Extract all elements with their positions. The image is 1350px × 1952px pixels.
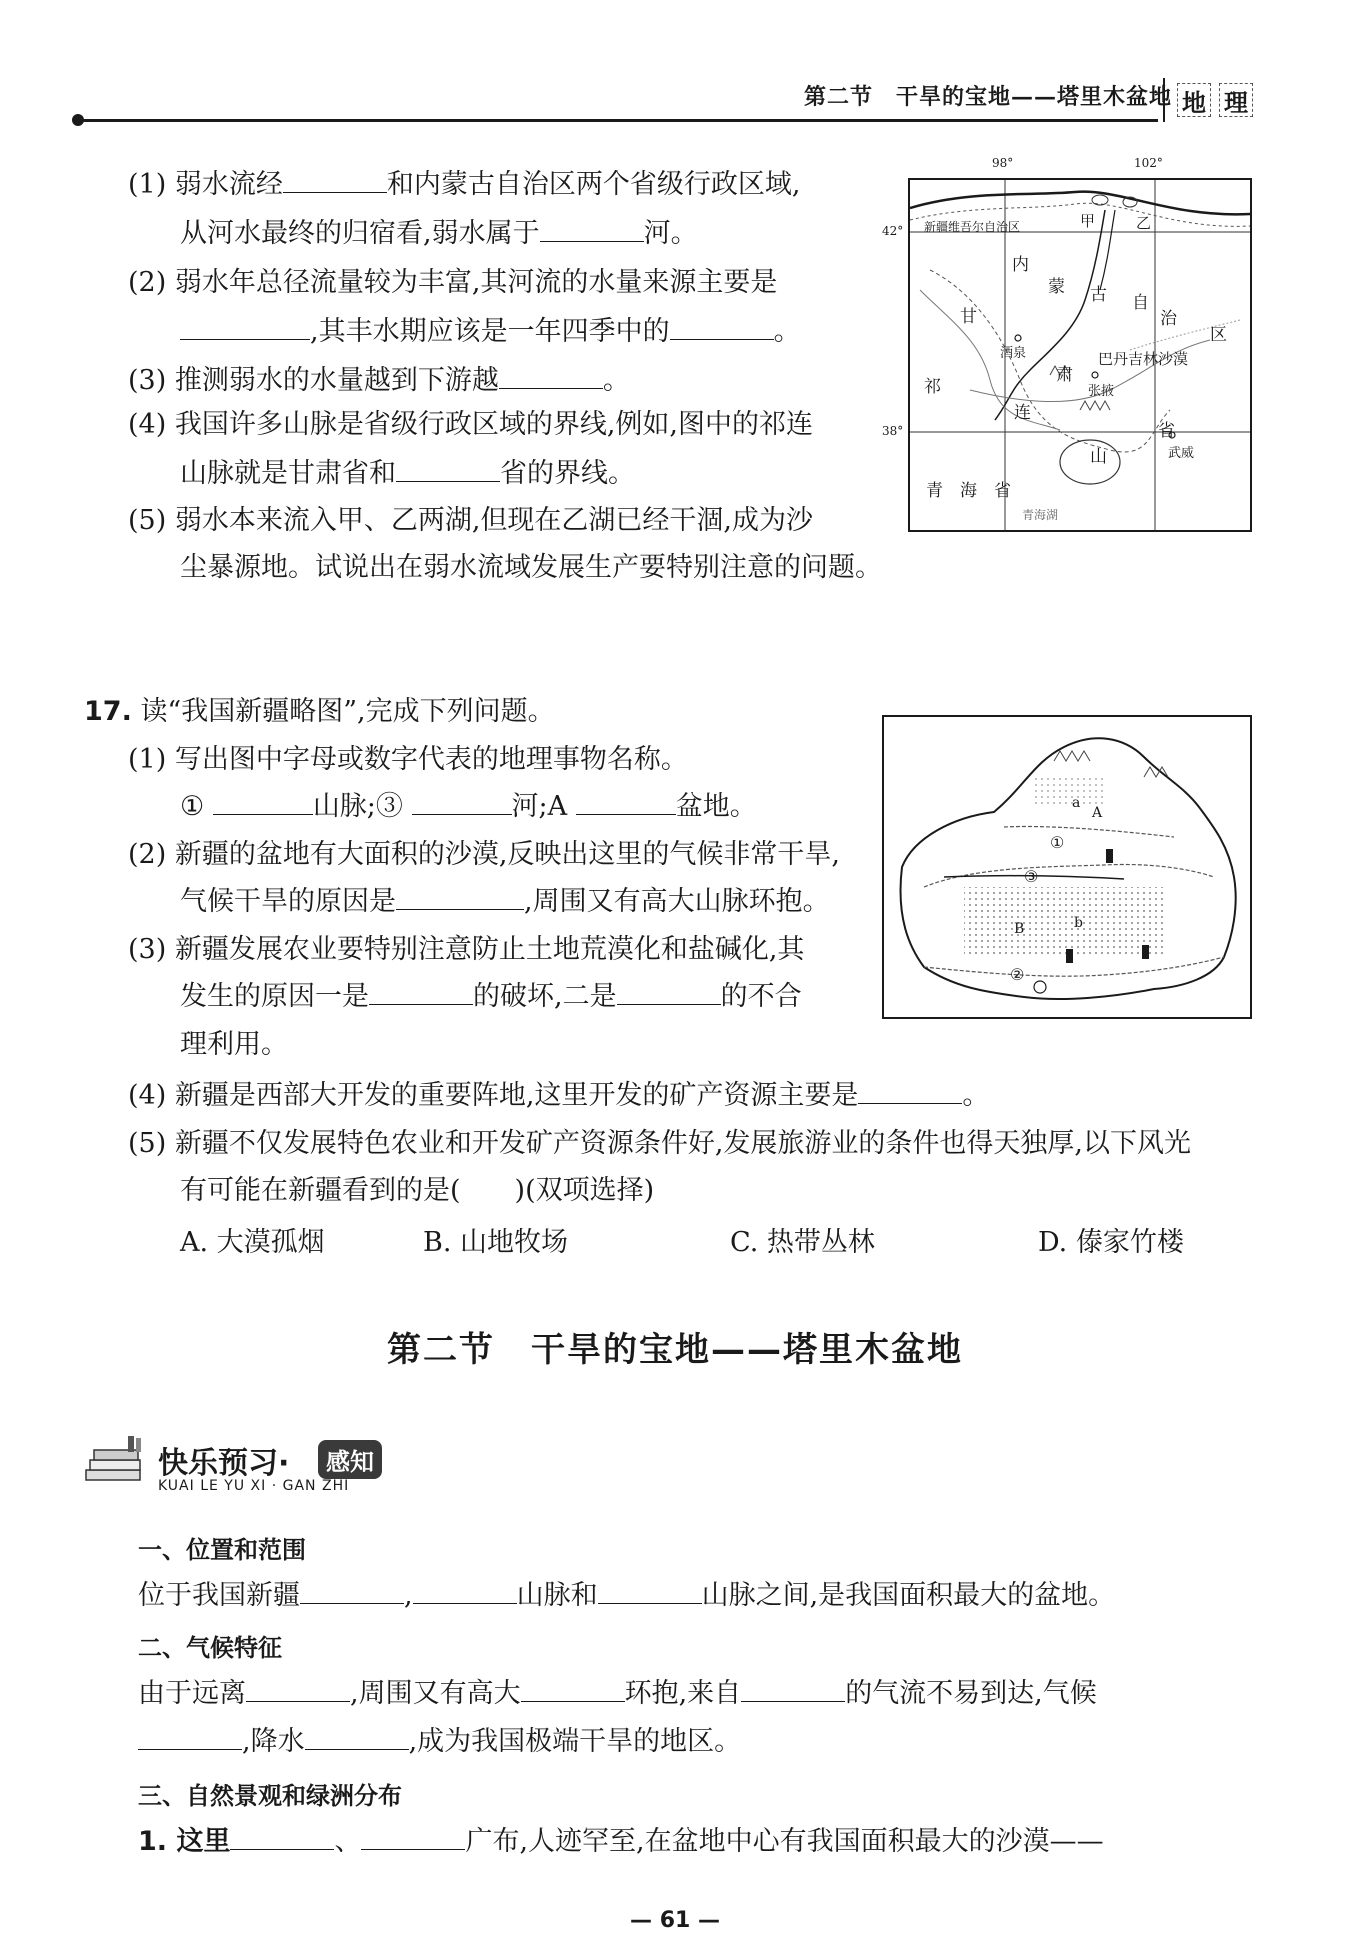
q17-line-9: (5) 新疆不仅发展特色农业和开发矿产资源条件好,发展旅游业的条件也得天独厚,以下风光 [128, 1128, 1191, 1159]
q17-line-2: ① 山脉;③ 河;A 盆地。 [180, 791, 757, 822]
badain-jaran-desert-label: 巴丹吉林沙漠 [1098, 350, 1189, 368]
region-label: 区 [1210, 325, 1227, 345]
city-jiuquan-label: 酒泉 [1000, 346, 1027, 361]
header-rule [78, 119, 1158, 122]
choice-option-a[interactable]: A. 大漠孤烟 [180, 1227, 325, 1258]
region-label: 蒙 [1048, 277, 1065, 297]
answer-blank[interactable] [521, 1677, 625, 1702]
books-icon [82, 1434, 152, 1494]
answer-blank[interactable] [540, 217, 644, 242]
province-label: 肃 [1056, 365, 1073, 385]
q17-line-7: 理利用。 [180, 1029, 288, 1060]
lake-jia-label: 甲 [1080, 212, 1096, 230]
longitude-label: 98° [992, 156, 1014, 170]
q17-line-6: 发生的原因一是 的破坏,二是 的不合 [180, 981, 802, 1012]
q16-line-6: (4) 我国许多山脉是省级行政区域的界线,例如,图中的祁连 [128, 409, 813, 440]
subsection-heading-1: 一、位置和范围 [138, 1536, 306, 1564]
xinjiang-map-drawing [884, 717, 1250, 1017]
region-label: 古 [1090, 285, 1107, 305]
q16-line-7: 山脉就是甘肃省和 省的界线。 [180, 458, 635, 489]
city-zhangye-label: 张掖 [1088, 384, 1115, 399]
answer-blank[interactable] [230, 1825, 334, 1850]
page-number: — 61 — [630, 1908, 720, 1933]
answer-blank[interactable] [213, 790, 313, 815]
q16-line-1: (1) 弱水流经 和内蒙古自治区两个省级行政区域, [128, 169, 801, 200]
answer-blank[interactable] [499, 364, 603, 389]
badge-pinyin: KUAI LE YU XI · GAN ZHI [158, 1478, 350, 1494]
qinghai-province-label: 青 海 省 [926, 481, 1011, 501]
map2-label-circle-2: ② [1010, 965, 1025, 984]
q16-line-8: (5) 弱水本来流入甲、乙两湖,但现在乙湖已经干涸,成为沙 [128, 505, 813, 536]
answer-blank[interactable] [180, 315, 310, 340]
ruoshui-map [882, 156, 1252, 532]
running-header-title: 第二节 干旱的宝地——塔里木盆地 [803, 84, 1172, 110]
answer-blank[interactable] [670, 315, 774, 340]
badge-tag: 感知 [318, 1440, 382, 1479]
answer-blank[interactable] [283, 168, 387, 193]
badge-title: 快乐预习· [158, 1446, 290, 1481]
map2-label-circle-3: ③ [1024, 867, 1039, 886]
q16-line-5: (3) 推测弱水的水量越到下游越 。 [128, 365, 630, 396]
subsection-heading-3: 三、自然景观和绿洲分布 [138, 1782, 402, 1810]
answer-blank[interactable] [305, 1725, 409, 1750]
lake-yi-label: 乙 [1136, 214, 1152, 232]
q17-line-1: (1) 写出图中字母或数字代表的地理事物名称。 [128, 744, 688, 775]
subject-char: 地 [1177, 83, 1211, 117]
answer-blank[interactable] [412, 790, 512, 815]
q17-line-4: 气候干旱的原因是 ,周围又有高大山脉环抱。 [180, 886, 830, 917]
city-wuwei-label: 武威 [1168, 446, 1195, 461]
section1-line: 位于我国新疆 , 山脉和 山脉之间,是我国面积最大的盆地。 [138, 1580, 1116, 1611]
map2-label-a: a [1072, 795, 1081, 811]
subject-char: 理 [1219, 83, 1253, 117]
choice-option-d[interactable]: D. 傣家竹楼 [1038, 1227, 1184, 1258]
province-label: 甘 [960, 307, 977, 327]
answer-blank[interactable] [246, 1677, 350, 1702]
answer-blank[interactable] [598, 1579, 702, 1604]
q16-line-2: 从河水最终的归宿看,弱水属于 河。 [180, 218, 698, 249]
answer-blank[interactable] [413, 1579, 517, 1604]
choice-option-b[interactable]: B. 山地牧场 [423, 1227, 569, 1258]
region-label: 自 [1132, 293, 1149, 313]
answer-blank[interactable] [300, 1579, 404, 1604]
q17-line-5: (3) 新疆发展农业要特别注意防止土地荒漠化和盐碱化,其 [128, 934, 805, 965]
xinjiang-border-label: 新疆维吾尔自治区 [924, 220, 1021, 234]
mountain-label: 祁 [924, 377, 941, 397]
province-label: 省 [1158, 421, 1175, 441]
subject-label [1163, 78, 1265, 122]
latitude-label: 38° [882, 424, 904, 438]
map2-label-circle-1: ① [1050, 833, 1065, 852]
longitude-label: 102° [1134, 156, 1163, 170]
q16-line-9: 尘暴源地。试说出在弱水流域发展生产要特别注意的问题。 [180, 552, 882, 583]
answer-blank[interactable] [396, 457, 500, 482]
section-title: 第二节 干旱的宝地——塔里木盆地 [387, 1330, 963, 1370]
answer-blank[interactable] [361, 1825, 465, 1850]
answer-blank[interactable] [741, 1677, 845, 1702]
q17-line-10: 有可能在新疆看到的是( )(双项选择) [180, 1175, 655, 1206]
q17-stem: 17. 读“我国新疆略图”,完成下列问题。 [84, 696, 555, 727]
answer-blank[interactable] [576, 790, 676, 815]
latitude-label: 42° [882, 224, 904, 238]
choice-option-c[interactable]: C. 热带丛林 [730, 1227, 875, 1258]
mountain-label: 山 [1090, 447, 1107, 467]
region-label: 治 [1160, 309, 1177, 329]
section2-line-1: 由于远离 ,周围又有高大 环抱,来自 的气流不易到达,气候 [138, 1678, 1097, 1709]
q16-line-4: ,其丰水期应该是一年四季中的 。 [180, 314, 801, 350]
section3-line-1: 1. 这里 、 广布,人迹罕至,在盆地中心有我国面积最大的沙漠—— [138, 1826, 1104, 1857]
subsection-heading-2: 二、气候特征 [138, 1634, 282, 1662]
answer-blank[interactable] [138, 1725, 242, 1750]
region-label: 内 [1012, 255, 1029, 275]
q17-line-3: (2) 新疆的盆地有大面积的沙漠,反映出这里的气候非常干旱, [128, 839, 840, 870]
answer-blank[interactable] [617, 980, 721, 1005]
q16-line-3: (2) 弱水年总径流量较为丰富,其河流的水量来源主要是 [128, 267, 778, 298]
answer-blank[interactable] [369, 980, 473, 1005]
map2-label-b: b [1074, 915, 1083, 931]
q17-line-8: (4) 新疆是西部大开发的重要阵地,这里开发的矿产资源主要是 。 [128, 1080, 990, 1111]
answer-blank[interactable] [858, 1079, 962, 1104]
answer-blank[interactable] [396, 885, 524, 910]
xinjiang-map [882, 715, 1252, 1019]
map2-label-basin-a: A [1092, 805, 1103, 821]
mountain-label: 连 [1014, 403, 1031, 423]
map2-label-basin-b: B [1014, 921, 1025, 937]
qinghai-lake-label: 青海湖 [1022, 508, 1059, 522]
section2-line-2: ,降水 ,成为我国极端干旱的地区。 [138, 1724, 741, 1760]
